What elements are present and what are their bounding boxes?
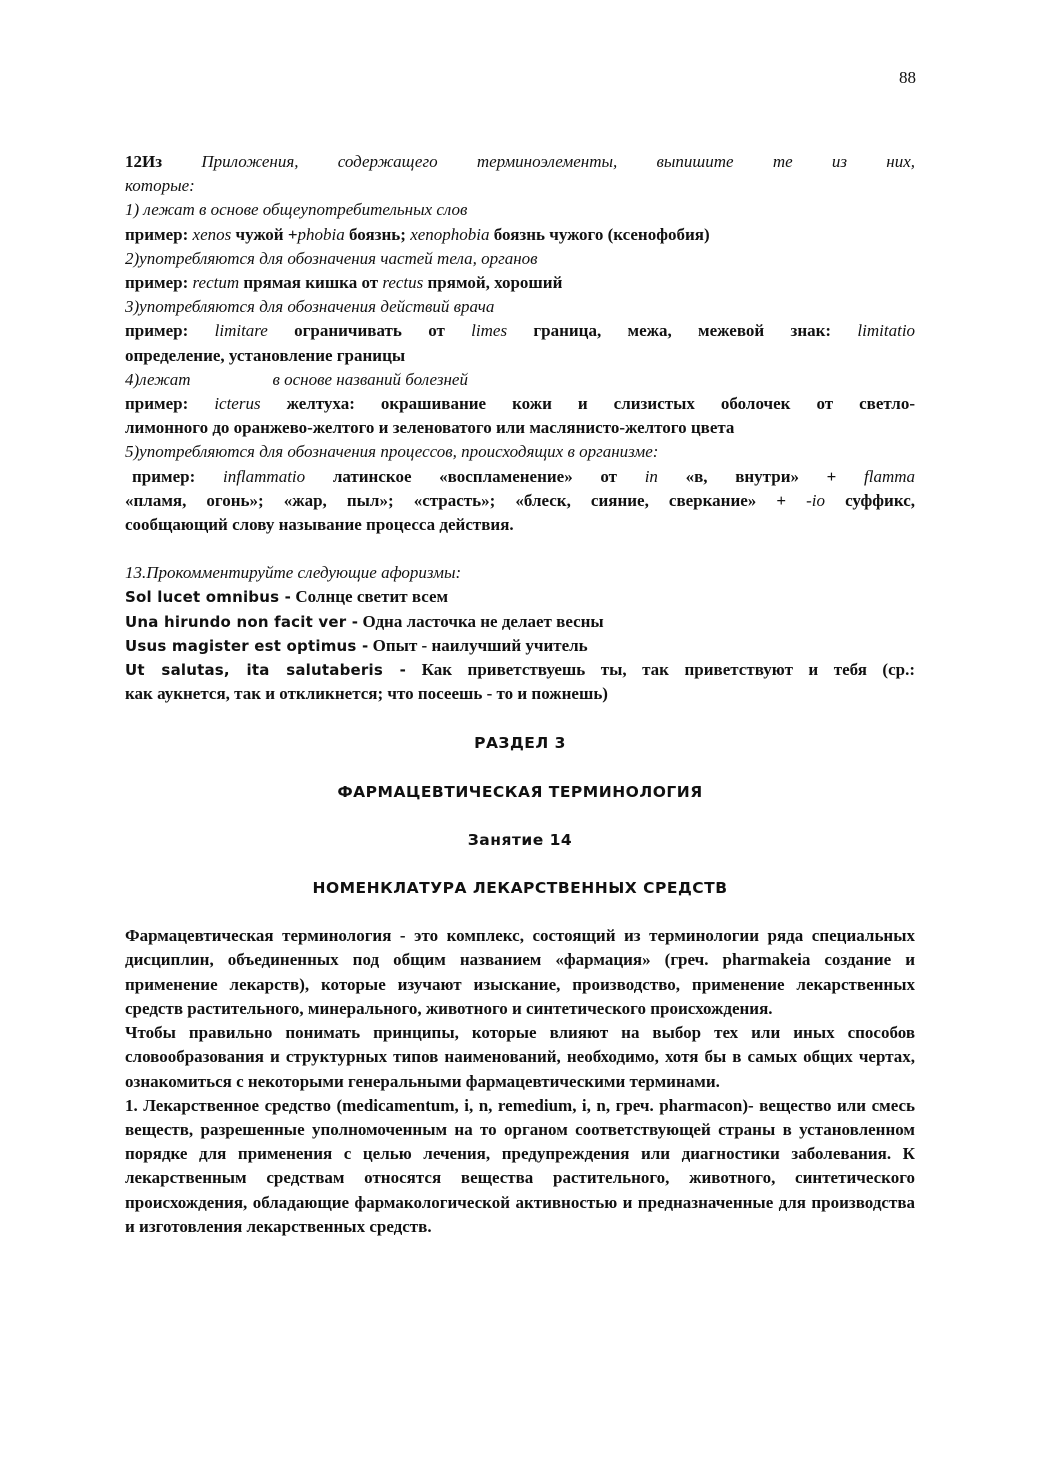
example-4: [125, 392, 915, 416]
section-title: ФАРМАЦЕВТИЧЕСКАЯ ТЕРМИНОЛОГИЯ: [337, 782, 703, 801]
latin-term: xenophobia: [410, 224, 490, 244]
paragraph-3: 1. Лекарственное средство (medicamentum, i, n, remedium, i, n, греч. pharmacon)- вещество или смесь веществ, разрешенные уполномоченным на то органом соответствующей страны в установленном порядке для применения с целью лечения, предупреждения или диагностики заболевания. К лекарственным средствам относятся вещества растительного, животного, синтетического происхождения, обладающие фармакологической активностью и предназначенные для производства и изготовления лекарственных средств.: [125, 1095, 915, 1236]
latin-term: rectus: [382, 273, 424, 293]
aphorism-latin: Una hirundo non facit ver -: [125, 612, 359, 631]
example-2: [125, 271, 915, 295]
example-label: пример:: [132, 466, 196, 486]
exercise-number: 12Из: [125, 152, 163, 171]
exercise-12-intro: [125, 150, 915, 174]
latin-term: rectum: [192, 273, 240, 293]
translation: «пламя, огонь»; «жар, пыл»; «страсть»; «блеск, сияние, сверкание» +: [125, 490, 787, 510]
aphorism-3: [125, 634, 915, 658]
aphorism-1: [125, 585, 915, 609]
example-label: пример:: [125, 394, 189, 414]
example-label: пример:: [125, 321, 189, 341]
aphorism-translation: Одна ласточка не делает весны: [362, 611, 604, 631]
aphorism-latin: Ut salutas, ita salutaberis -: [125, 661, 407, 680]
item-4-text: в основе названий болезней: [272, 369, 468, 389]
example-label: пример:: [125, 273, 189, 293]
latin-term: -io: [806, 490, 826, 510]
latin-term: limitare: [214, 321, 268, 341]
translation: латинское «воспламенение» от: [332, 466, 618, 486]
page-content: [125, 150, 915, 1239]
example-3-cont: определение, установление границы: [125, 345, 406, 365]
translation: «в, внутри» +: [685, 466, 837, 486]
translation: суффикс,: [845, 490, 915, 510]
latin-term: icterus: [214, 394, 261, 414]
aphorism-translation: Солнце светит всем: [295, 587, 449, 607]
item-2: 2)употребляются для обозначения частей тела, органов: [125, 248, 538, 268]
lesson-heading: Занятие 14: [467, 830, 573, 849]
item-4: [125, 368, 915, 392]
aphorism-latin: Usus magister est optimus -: [125, 636, 369, 655]
aphorism-4: [125, 658, 915, 682]
latin-term: phobia: [297, 224, 345, 244]
translation: ограничивать от: [294, 321, 445, 341]
example-label: пример:: [125, 224, 189, 244]
exercise-text-cont: которые:: [125, 176, 195, 196]
aphorism-translation: Опыт - наилучший учитель: [372, 635, 588, 655]
example-3: [125, 319, 915, 343]
example-4-cont: лимонного до оранжево-желтого и зеленоватого или маслянисто-желтого цвета: [125, 418, 735, 438]
item-4-text: 4)лежат: [125, 369, 191, 389]
latin-term: limes: [471, 321, 508, 341]
latin-term: limitatio: [857, 321, 916, 341]
latin-term: flamma: [864, 466, 916, 486]
latin-term: xenos: [192, 224, 232, 244]
translation: боязнь чужого (ксенофобия): [493, 224, 710, 244]
page-number: 88: [899, 68, 916, 87]
paragraph-1: Фармацевтическая терминология - это комплекс, состоящий из терминологии ряда специальных дисциплин, объединенных под общим названием «фармация» (греч. pharmakeia создание и применение лекарств), которые изучают изыскание, производство, применение лекарственных средств растительного, минерального, животного и синтетического происхождения.: [125, 926, 915, 1018]
example-5-end: сообщающий слову называние процесса действия.: [125, 515, 514, 535]
item-1: 1) лежат в основе общеупотребительных слов: [125, 200, 468, 220]
aphorism-2: [125, 610, 915, 634]
translation: желтуха: окрашивание кожи и слизистых оболочек от светло-: [286, 394, 915, 414]
exercise-13-title: 13.Прокомментируйте следующие афоризмы:: [125, 563, 462, 583]
example-5-cont: [125, 489, 915, 513]
translation: прямой, хороший: [427, 273, 563, 293]
paragraph-2: Чтобы правильно понимать принципы, которые влияют на выбор тех или иных способов словообразования и структурных типов наименований, необходимо, хотя бы в самых общих чертах, ознакомиться с некоторыми генеральными фармацевтическими терминами.: [125, 1023, 915, 1091]
aphorism-4-cont: как аукнется, так и откликнется; что посеешь - то и пожнешь): [125, 684, 608, 704]
translation: прямая кишка от: [243, 273, 379, 293]
section-heading: РАЗДЕЛ 3: [474, 734, 566, 753]
example-1: [125, 223, 915, 247]
item-5: 5)употребляются для обозначения процессов, происходящих в организме:: [125, 442, 659, 462]
translation: боязнь;: [349, 224, 406, 244]
latin-term: inflammatio: [222, 466, 306, 486]
example-5: [125, 465, 915, 489]
item-3: 3)употребляются для обозначения действий врача: [125, 297, 495, 317]
translation: чужой +: [235, 224, 298, 244]
translation: граница, межа, межевой знак:: [533, 321, 832, 341]
aphorism-translation: Как приветствуешь ты, так приветствуют и тебя (ср.:: [421, 660, 916, 680]
topic-heading: НОМЕНКЛАТУРА ЛЕКАРСТВЕННЫХ СРЕДСТВ: [312, 879, 728, 898]
latin-term: in: [644, 466, 658, 486]
exercise-text: Приложения, содержащего терминоэлементы, выпишите те из них,: [201, 152, 915, 171]
aphorism-latin: Sol lucet omnibus -: [125, 588, 292, 607]
